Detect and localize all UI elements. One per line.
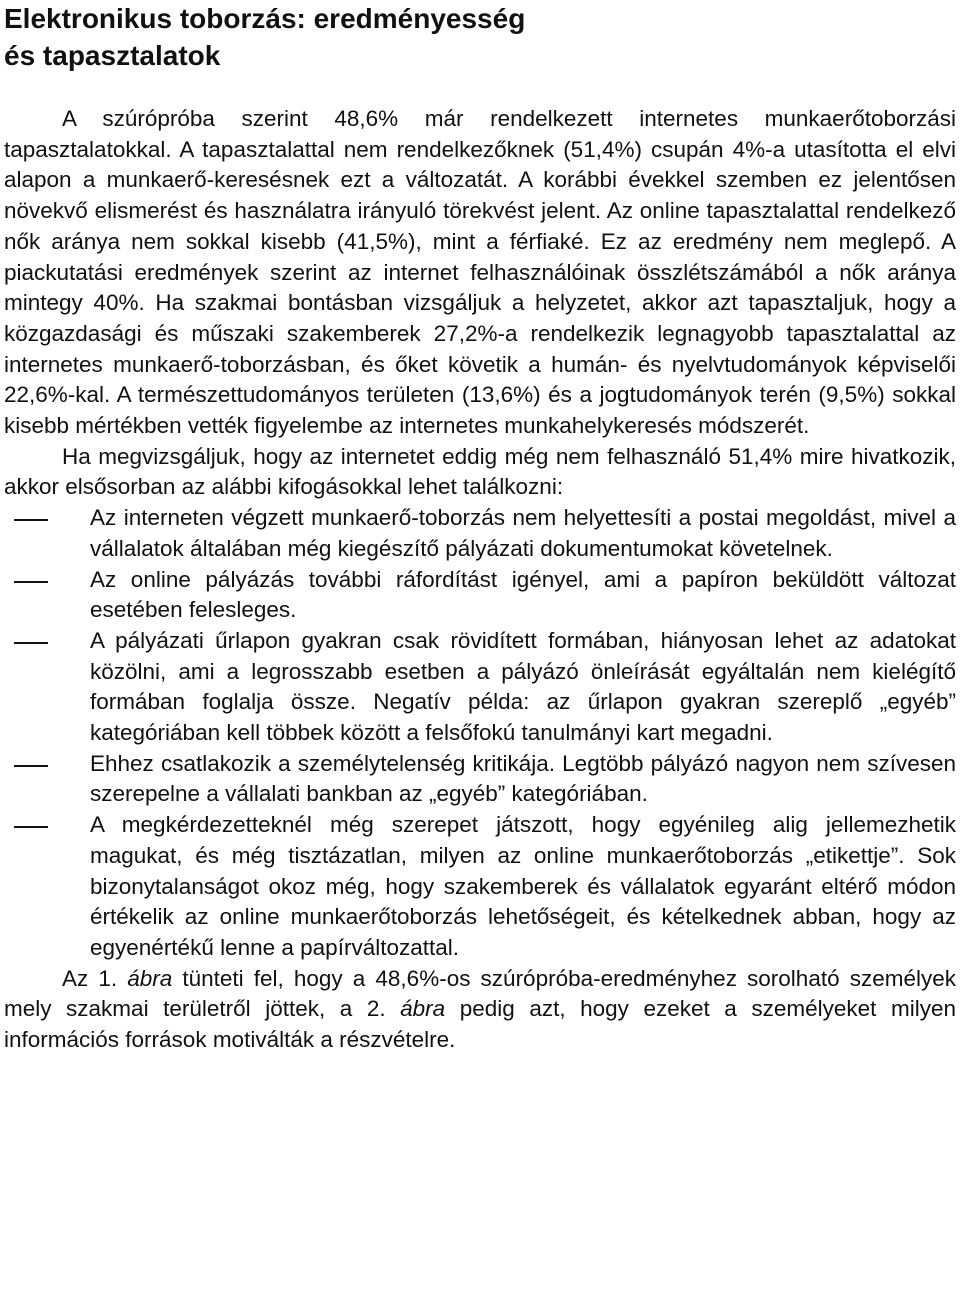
paragraph-1: A szúrópróba szerint 48,6% már rendelkezett internetes munkaerőtoborzási tapasztalatokkal. A tapasztalattal nem rendelkezőknek (51,4%) csupán 4%-a utasította el elvi alapon a munkaerő-keresésnek ezt a változatát. A korábbi évekkel szemben ez jelentősen növekvő elismerést és használatra irányuló törekvést jelent. Az online tapasztalattal rendelkező nők aránya nem sokkal kisebb (41,5%), mint a férfiaké. Ez az eredmény nem meglepő. A piackutatási eredmények szerint az internet felhasználóinak összlétszámából a nők aránya mintegy 40%. Ha szakmai bontásban vizsgáljuk a helyzetet, akkor azt tapasztaljuk, hogy a közgazdasági és műszaki szakemberek 27,2%-a rendelkezik legnagyobb tapasztalattal az internetes munkaerő-toborzásban, és őket követik a humán- és nyelvtudományok képviselői 22,6%-kal. A természettudományos területen (13,6%) és a jogtudományok terén (9,5%) sokkal kisebb mértékben vették figyelembe az internetes munkahelykeresés módszerét. (4, 106, 956, 439)
paragraph-2: Ha megvizsgáljuk, hogy az internetet eddig még nem felhasználó 51,4% mire hivatkozik, akkor elsősorban az alábbi kifogásokkal lehet találkozni: (4, 443, 956, 500)
list-item-text: A pályázati űrlapon gyakran csak rövidített formában, hiányosan lehet az adatokat közölni, ami a legrosszabb esetben a pályázó önleírását egyáltalán nem kielégítő formában foglalja össze. Negatív példa: az űrlapon gyakran szereplő „egyéb” kategóriában kell többek között a felsőfokú tanulmányi kart megadni. (90, 627, 956, 746)
dash-bullet-icon (14, 519, 48, 521)
list-item (4, 626, 956, 749)
dash-bullet-icon (14, 581, 48, 583)
dash-bullet-icon (14, 826, 48, 828)
list-item (4, 749, 956, 810)
figure-2-number: 2. (366, 996, 401, 1022)
title-line-1: Elektronikus toborzás: eredményesség (4, 3, 526, 34)
paragraph-3-part-3: pedig azt, hogy ezeket a személyeket milyen információs források motiválták a részvételre. (4, 996, 956, 1053)
list-item (4, 503, 956, 564)
paragraph-3 (4, 964, 956, 1056)
list-item-text: Az interneten végzett munkaerő-toborzás nem helyettesíti a postai megoldást, mivel a vállalatok általában még kiegészítő pályázati dokumentumokat követelnek. (90, 505, 956, 561)
figure-2-reference: ábra (400, 996, 446, 1022)
objection-list (4, 503, 956, 964)
list-item-text: Ehhez csatlakozik a személytelenség kritikája. Legtöbb pályázó nagyon nem szívesen szerepelne a vállalati bankban az „egyéb” kategóriában. (90, 750, 956, 807)
title-line-2: és tapasztalatok (4, 40, 221, 71)
paragraph-3-part-1: Az (62, 965, 99, 991)
dash-bullet-icon (14, 642, 48, 644)
list-item (4, 810, 956, 964)
list-item-text: A megkérdezetteknél még szerepet játszott, hogy egyénileg alig jellemezhetik magukat, és még tisztázatlan, milyen az online munkaerőtoborzás „etikettje”. Sok bizonytalanságot okoz még, hogy szakemberek és vállalatok egyaránt eltérő módon értékelik az online munkaerőtoborzás lehetőségeit, és kételkednek abban, hogy az egyenértékű lenne a papírváltozattal. (90, 812, 956, 960)
figure-1-number: 1. (98, 965, 128, 991)
paragraph-3-part-2: tünteti fel, hogy a 48,6%-os szúrópróba-eredményhez sorolható személyek mely szakmai területről jöttek, a (4, 965, 956, 1022)
figure-1-reference: ábra (127, 965, 173, 991)
list-item (4, 565, 956, 626)
list-item-text: Az online pályázás további ráfordítást igényel, ami a papíron beküldött változat esetében felesleges. (90, 566, 956, 623)
dash-bullet-icon (14, 765, 48, 767)
page-title (4, 0, 956, 74)
